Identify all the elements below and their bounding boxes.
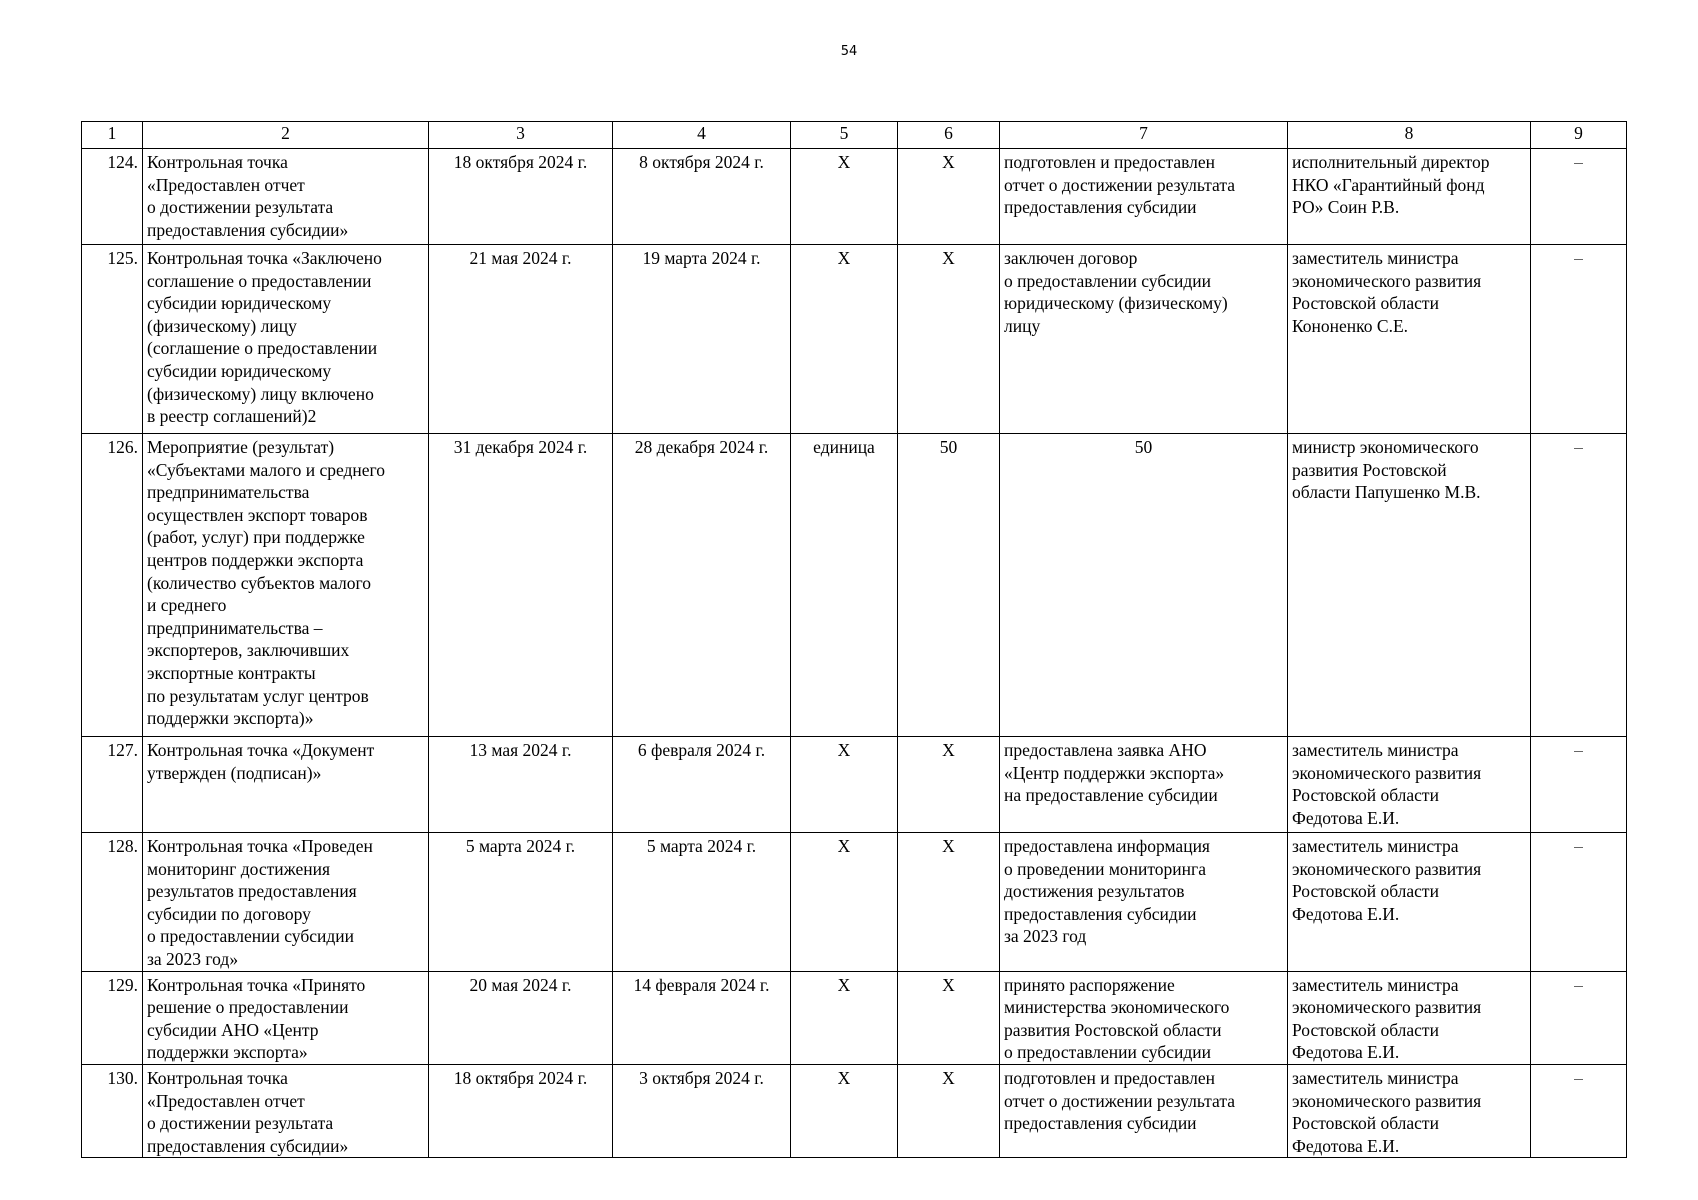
result-cell: подготовлен и предоставлен отчет о достижении результата предоставления субсидии xyxy=(1000,1064,1288,1157)
schedule-table xyxy=(81,121,1627,1158)
event-name: Контрольная точка «Предоставлен отчет о достижении результата предоставления субсидии» xyxy=(143,1064,429,1157)
column-header: 5 xyxy=(791,122,898,149)
plan-date: 5 марта 2024 г. xyxy=(429,833,613,972)
plan-date: 18 октября 2024 г. xyxy=(429,149,613,245)
column-header: 2 xyxy=(143,122,429,149)
row-number: 125. xyxy=(82,245,143,434)
event-name: Контрольная точка «Документ утвержден (подписан)» xyxy=(143,737,429,833)
table-row xyxy=(82,434,1627,737)
table-row xyxy=(82,737,1627,833)
unit-cell: Х xyxy=(791,971,898,1064)
unit-cell: Х xyxy=(791,245,898,434)
event-name: Контрольная точка «Проведен мониторинг достижения результатов предоставления субсидии по договору о предоставлении субсидии за 2023 год» xyxy=(143,833,429,972)
note-cell: – xyxy=(1531,1064,1627,1157)
column-header: 9 xyxy=(1531,122,1627,149)
unit-cell: единица xyxy=(791,434,898,737)
table-row xyxy=(82,1064,1627,1157)
responsible-cell: исполнительный директор НКО «Гарантийный фонд РО» Соин Р.В. xyxy=(1288,149,1531,245)
unit-cell: Х xyxy=(791,1064,898,1157)
column-header: 6 xyxy=(898,122,1000,149)
column-header: 4 xyxy=(613,122,791,149)
column-header: 3 xyxy=(429,122,613,149)
column-header: 7 xyxy=(1000,122,1288,149)
plan-date: 20 мая 2024 г. xyxy=(429,971,613,1064)
fact-date: 6 февраля 2024 г. xyxy=(613,737,791,833)
value-cell: Х xyxy=(898,737,1000,833)
value-cell: Х xyxy=(898,1064,1000,1157)
responsible-cell: заместитель министра экономического развития Ростовской области Федотова Е.И. xyxy=(1288,737,1531,833)
table-row xyxy=(82,971,1627,1064)
event-name: Мероприятие (результат) «Субъектами малого и среднего предпринимательства осуществлен экспорт товаров (работ, услуг) при поддержке центров поддержки экспорта (количество субъектов малого и среднего предпринимательства – экспортеров, заключивших экспортные контракты по результатам услуг центров поддержки экспорта)» xyxy=(143,434,429,737)
result-cell: принято распоряжение министерства экономического развития Ростовской области о предоставлении субсидии xyxy=(1000,971,1288,1064)
fact-date: 28 декабря 2024 г. xyxy=(613,434,791,737)
note-cell: – xyxy=(1531,971,1627,1064)
note-cell: – xyxy=(1531,737,1627,833)
row-number: 128. xyxy=(82,833,143,972)
row-number: 129. xyxy=(82,971,143,1064)
column-header: 8 xyxy=(1288,122,1531,149)
note-cell: – xyxy=(1531,434,1627,737)
fact-date: 19 марта 2024 г. xyxy=(613,245,791,434)
responsible-cell: заместитель министра экономического развития Ростовской области Кононенко С.Е. xyxy=(1288,245,1531,434)
responsible-cell: заместитель министра экономического развития Ростовской области Федотова Е.И. xyxy=(1288,1064,1531,1157)
fact-date: 3 октября 2024 г. xyxy=(613,1064,791,1157)
note-cell: – xyxy=(1531,245,1627,434)
value-cell: 50 xyxy=(898,434,1000,737)
column-header: 1 xyxy=(82,122,143,149)
plan-date: 21 мая 2024 г. xyxy=(429,245,613,434)
value-cell: Х xyxy=(898,833,1000,972)
event-name: Контрольная точка «Принято решение о предоставлении субсидии АНО «Центр поддержки экспорта» xyxy=(143,971,429,1064)
result-cell: подготовлен и предоставлен отчет о достижении результата предоставления субсидии xyxy=(1000,149,1288,245)
result-cell: заключен договор о предоставлении субсидии юридическому (физическому) лицу xyxy=(1000,245,1288,434)
value-cell: Х xyxy=(898,971,1000,1064)
responsible-cell: заместитель министра экономического развития Ростовской области Федотова Е.И. xyxy=(1288,833,1531,972)
fact-date: 5 марта 2024 г. xyxy=(613,833,791,972)
unit-cell: Х xyxy=(791,833,898,972)
plan-date: 18 октября 2024 г. xyxy=(429,1064,613,1157)
result-cell: предоставлена информация о проведении мониторинга достижения результатов предоставления субсидии за 2023 год xyxy=(1000,833,1288,972)
row-number: 130. xyxy=(82,1064,143,1157)
result-cell: 50 xyxy=(1000,434,1288,737)
event-name: Контрольная точка «Заключено соглашение о предоставлении субсидии юридическому (физическому) лицу (соглашение о предоставлении субсидии юридическому (физическому) лицу включено в реестр соглашений)2 xyxy=(143,245,429,434)
note-cell: – xyxy=(1531,833,1627,972)
unit-cell: Х xyxy=(791,149,898,245)
table-row xyxy=(82,149,1627,245)
value-cell: Х xyxy=(898,245,1000,434)
plan-date: 31 декабря 2024 г. xyxy=(429,434,613,737)
value-cell: Х xyxy=(898,149,1000,245)
plan-date: 13 мая 2024 г. xyxy=(429,737,613,833)
row-number: 127. xyxy=(82,737,143,833)
row-number: 124. xyxy=(82,149,143,245)
result-cell: предоставлена заявка АНО «Центр поддержки экспорта» на предоставление субсидии xyxy=(1000,737,1288,833)
responsible-cell: заместитель министра экономического развития Ростовской области Федотова Е.И. xyxy=(1288,971,1531,1064)
table-row xyxy=(82,245,1627,434)
note-cell: – xyxy=(1531,149,1627,245)
event-name: Контрольная точка «Предоставлен отчет о достижении результата предоставления субсидии» xyxy=(143,149,429,245)
page-number: 54 xyxy=(840,44,858,59)
fact-date: 8 октября 2024 г. xyxy=(613,149,791,245)
header-row xyxy=(82,122,1627,149)
fact-date: 14 февраля 2024 г. xyxy=(613,971,791,1064)
responsible-cell: министр экономического развития Ростовской области Папушенко М.В. xyxy=(1288,434,1531,737)
unit-cell: Х xyxy=(791,737,898,833)
table-row xyxy=(82,833,1627,972)
row-number: 126. xyxy=(82,434,143,737)
